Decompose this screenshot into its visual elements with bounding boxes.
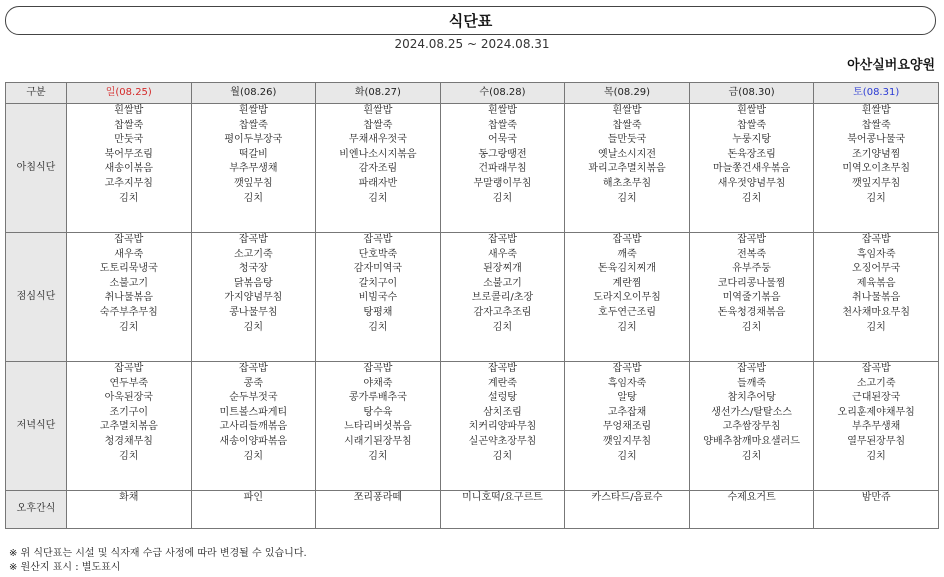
menu-item: 찹쌀죽 xyxy=(363,119,393,131)
menu-item: 조기양념찜 xyxy=(852,148,901,160)
menu-item: 잡곡밥 xyxy=(612,363,642,374)
menu-item: 찹쌀죽 xyxy=(487,119,517,131)
menu-item: 찹쌀죽 xyxy=(612,119,642,131)
menu-item: 흑임자죽 xyxy=(607,377,647,389)
menu-item: 도라지오이무침 xyxy=(593,292,661,304)
menu-item: 가지양념무침 xyxy=(224,292,283,304)
menu-cell-lunch-sun xyxy=(67,233,192,362)
menu-item: 유부주둥 xyxy=(732,263,771,275)
menu-item: 김치 xyxy=(243,450,263,462)
snack-cell-tue: 쪼리퐁라떼 xyxy=(316,491,441,529)
menu-item: 김치 xyxy=(119,321,139,333)
menu-item: 김치 xyxy=(492,321,513,333)
menu-item: 야채죽 xyxy=(363,377,393,389)
menu-item: 조기구이 xyxy=(109,406,149,418)
menu-item: 김치 xyxy=(741,450,762,462)
menu-item: 닭볶음탕 xyxy=(234,277,273,289)
menu-item: 소고기죽 xyxy=(856,377,896,389)
menu-period: 2024.08.25 ~ 2024.08.31 xyxy=(394,37,550,51)
menu-item: 미역오이초무침 xyxy=(842,163,910,175)
menu-item: 잡곡밥 xyxy=(487,234,517,245)
menu-item: 김치 xyxy=(866,450,886,462)
snack-cell-wed: 미니호떡/요구르트 xyxy=(440,491,565,529)
menu-item: 찹쌀죽 xyxy=(737,119,767,131)
meal-row-dinner xyxy=(6,362,939,491)
menu-item: 김치 xyxy=(617,321,637,333)
menu-cell-breakfast-wed xyxy=(440,104,565,233)
menu-item: 삼치조림 xyxy=(483,406,522,418)
menu-item: 생선가스/탈탈소스 xyxy=(711,406,792,418)
menu-item: 흰쌀밥 xyxy=(363,105,393,116)
menu-item: 북어무조림 xyxy=(104,148,153,160)
menu-item: 해초초무침 xyxy=(602,177,652,189)
meal-label-lunch: 점심식단 xyxy=(6,233,67,362)
menu-item: 청국장 xyxy=(238,263,268,275)
menu-item: 새우젓양념무침 xyxy=(717,177,786,189)
menu-item: 동그랑땡전 xyxy=(478,148,527,160)
menu-item: 코다리콩나물찜 xyxy=(717,277,786,289)
menu-item: 깻잎지무침 xyxy=(852,177,901,189)
menu-item: 마늘쫑건새우볶음 xyxy=(712,163,791,175)
menu-item: 콩나물무침 xyxy=(229,306,278,318)
note-change-notice: ※ 위 식단표는 시설 및 식자재 수급 사정에 따라 변경될 수 있습니다. xyxy=(9,548,307,559)
menu-cell-dinner-thu xyxy=(565,362,690,491)
menu-cell-dinner-sun xyxy=(67,362,192,491)
menu-cell-lunch-tue xyxy=(316,233,441,362)
facility-name: 아산실버요양원 xyxy=(847,58,935,73)
menu-item: 근대된장국 xyxy=(852,392,901,404)
menu-item: 제육볶음 xyxy=(856,277,896,289)
menu-item: 잡곡밥 xyxy=(612,234,642,245)
menu-item: 깨죽 xyxy=(617,248,637,260)
menu-title-box xyxy=(5,6,936,35)
menu-cell-breakfast-sun xyxy=(67,104,192,233)
menu-item: 순두부젓국 xyxy=(229,392,278,404)
menu-item: 흰쌀밥 xyxy=(612,105,642,116)
menu-item: 돈육김치찌개 xyxy=(598,263,657,275)
menu-item: 찹쌀죽 xyxy=(238,119,268,131)
menu-cell-breakfast-thu xyxy=(565,104,690,233)
menu-item: 잡곡밥 xyxy=(238,363,268,374)
menu-item: 소고기죽 xyxy=(234,248,273,260)
menu-item: 누룽지탕 xyxy=(732,134,771,146)
menu-item: 천사채마요무침 xyxy=(842,306,910,318)
menu-item: 전복죽 xyxy=(737,248,767,260)
menu-item: 오징어무국 xyxy=(852,263,901,275)
menu-item: 들깨죽 xyxy=(737,377,767,389)
menu-item: 부추무생채 xyxy=(852,421,901,433)
menu-item: 취나물볶음 xyxy=(852,292,901,304)
menu-item: 잡곡밥 xyxy=(363,234,393,245)
menu-item: 호두연근조림 xyxy=(598,306,657,318)
menu-item: 잡곡밥 xyxy=(737,234,767,245)
menu-item: 콩가루배추국 xyxy=(348,392,407,404)
menu-item: 무엉채조림 xyxy=(602,421,652,433)
menu-item: 흰쌀밥 xyxy=(238,105,268,116)
menu-item: 알탕 xyxy=(617,392,637,404)
menu-item: 김치 xyxy=(617,450,637,462)
menu-item: 계란죽 xyxy=(487,377,517,389)
menu-item: 떡갈비 xyxy=(238,148,268,160)
menu-item: 느타리버섯볶음 xyxy=(344,421,412,433)
weekly-menu-table xyxy=(5,82,939,529)
menu-item: 김치 xyxy=(119,192,139,204)
menu-cell-lunch-thu xyxy=(565,233,690,362)
menu-item: 미트볼스파게티 xyxy=(219,406,288,418)
menu-item: 고추쌈장무침 xyxy=(722,421,781,433)
menu-cell-dinner-fri xyxy=(689,362,814,491)
day-header-thu: 목(08.29) xyxy=(565,83,690,104)
menu-item: 오리훈제야채무침 xyxy=(837,406,915,418)
menu-item: 김치 xyxy=(492,192,513,204)
menu-item: 김치 xyxy=(866,192,886,204)
menu-item: 북어콩나물국 xyxy=(847,134,906,146)
menu-item: 만둣국 xyxy=(114,134,144,146)
menu-item: 청경채무침 xyxy=(104,435,153,447)
menu-item: 감자고추조림 xyxy=(473,306,532,318)
menu-item: 새송이볶음 xyxy=(104,163,153,175)
menu-item: 돈육청경채볶음 xyxy=(717,306,786,318)
menu-cell-breakfast-sat xyxy=(814,104,939,233)
menu-item: 실곤약초장무침 xyxy=(468,435,537,447)
menu-item: 연두부죽 xyxy=(109,377,149,389)
menu-cell-dinner-wed xyxy=(440,362,565,491)
menu-cell-breakfast-tue xyxy=(316,104,441,233)
menu-item: 고추잡채 xyxy=(607,406,647,418)
menu-item: 김치 xyxy=(492,450,513,462)
menu-item: 무채새우젓국 xyxy=(348,134,407,146)
snack-cell-thu: 카스타드/음료수 xyxy=(565,491,690,529)
menu-item: 탕수육 xyxy=(363,406,393,418)
menu-item: 고추멸치볶음 xyxy=(99,421,158,433)
menu-item: 김치 xyxy=(119,450,139,462)
menu-item: 흰쌀밥 xyxy=(487,105,517,116)
menu-item: 김치 xyxy=(741,321,762,333)
menu-item: 새우죽 xyxy=(114,248,144,260)
menu-item: 김치 xyxy=(617,192,637,204)
menu-item: 열무된장무침 xyxy=(847,435,906,447)
menu-item: 들만둣국 xyxy=(607,134,647,146)
menu-item: 잡곡밥 xyxy=(114,363,144,374)
meal-label-breakfast: 아침식단 xyxy=(6,104,67,233)
menu-item: 파래자반 xyxy=(358,177,398,189)
menu-item: 고추지무침 xyxy=(104,177,153,189)
menu-item: 잡곡밥 xyxy=(861,234,891,245)
menu-item: 김치 xyxy=(741,192,762,204)
menu-item: 꽈리고추멸치볶음 xyxy=(588,163,666,175)
menu-cell-lunch-mon xyxy=(191,233,316,362)
menu-item: 고사리들깨볶음 xyxy=(219,421,288,433)
header-row xyxy=(6,83,939,104)
snack-row xyxy=(6,491,939,529)
menu-item: 김치 xyxy=(866,321,886,333)
menu-item: 새우죽 xyxy=(487,248,517,260)
menu-item: 건파래무침 xyxy=(478,163,527,175)
menu-item: 감자조림 xyxy=(358,163,398,175)
menu-item: 잡곡밥 xyxy=(114,234,144,245)
menu-item: 비엔나소시지볶음 xyxy=(339,148,417,160)
meal-row-lunch xyxy=(6,233,939,362)
menu-item: 어묵국 xyxy=(487,134,517,146)
note-origin-notice: ※ 원산지 표시 : 별도표시 xyxy=(9,561,121,573)
menu-item: 치커리양파무침 xyxy=(468,421,537,433)
menu-item: 아욱된장국 xyxy=(104,392,153,404)
menu-item: 김치 xyxy=(368,192,388,204)
menu-item: 단호박죽 xyxy=(358,248,398,260)
menu-item: 새송이양파볶음 xyxy=(219,435,288,447)
menu-item: 된장찌개 xyxy=(483,263,522,275)
day-header-tue: 화(08.27) xyxy=(316,83,441,104)
menu-item: 소불고기 xyxy=(483,277,522,289)
menu-item: 미역줄기볶음 xyxy=(722,292,781,304)
menu-notes xyxy=(9,547,307,574)
menu-item: 잡곡밥 xyxy=(861,363,891,374)
menu-item: 탕평채 xyxy=(363,306,393,318)
menu-cell-lunch-sat xyxy=(814,233,939,362)
meal-label-dinner: 저녁식단 xyxy=(6,362,67,491)
meal-row-breakfast xyxy=(6,104,939,233)
menu-item: 잡곡밥 xyxy=(487,363,517,374)
snack-cell-fri: 수제요거트 xyxy=(689,491,814,529)
menu-item: 흰쌀밥 xyxy=(861,105,891,116)
menu-item: 무말랭이무침 xyxy=(473,177,532,189)
day-header-sat: 토(08.31) xyxy=(814,83,939,104)
menu-item: 취나물볶음 xyxy=(104,292,153,304)
menu-cell-breakfast-fri xyxy=(689,104,814,233)
menu-cell-dinner-mon xyxy=(191,362,316,491)
menu-item: 양배추참깨마요샐러드 xyxy=(703,435,800,447)
snack-label: 오후간식 xyxy=(6,491,67,529)
menu-item: 김치 xyxy=(243,192,263,204)
menu-item: 흰쌀밥 xyxy=(114,105,144,116)
page-title: 식단표 xyxy=(448,12,493,30)
menu-item: 흰쌀밥 xyxy=(737,105,767,116)
menu-item: 찹쌀죽 xyxy=(861,119,891,131)
menu-item: 브로콜리/초장 xyxy=(471,292,534,304)
menu-item: 설렁탕 xyxy=(487,392,517,404)
menu-item: 돈육장조림 xyxy=(727,148,776,160)
menu-item: 잡곡밥 xyxy=(737,363,767,374)
menu-item: 김치 xyxy=(368,450,388,462)
category-header: 구분 xyxy=(6,83,67,104)
menu-item: 갈치구이 xyxy=(358,277,398,289)
menu-item: 숙주부추무침 xyxy=(99,306,158,318)
menu-item: 잡곡밥 xyxy=(238,234,268,245)
day-header-fri: 금(08.30) xyxy=(689,83,814,104)
menu-item: 깻잎무침 xyxy=(234,177,273,189)
menu-item: 계란찜 xyxy=(612,277,642,289)
menu-item: 잡곡밥 xyxy=(363,363,393,374)
menu-item: 참치추어탕 xyxy=(727,392,776,404)
menu-item: 콩죽 xyxy=(243,377,263,389)
menu-item: 부추무생채 xyxy=(229,163,278,175)
snack-cell-sat: 밤만쥬 xyxy=(814,491,939,529)
menu-item: 감자미역국 xyxy=(353,263,403,275)
menu-cell-breakfast-mon xyxy=(191,104,316,233)
menu-item: 깻잎지무침 xyxy=(602,435,652,447)
menu-item: 도토리묵냉국 xyxy=(99,263,158,275)
menu-item: 소불고기 xyxy=(109,277,149,289)
menu-item: 김치 xyxy=(243,321,263,333)
day-header-sun: 일(08.25) xyxy=(67,83,192,104)
menu-item: 평이두부장국 xyxy=(224,134,283,146)
menu-item: 김치 xyxy=(368,321,388,333)
menu-item: 흑임자죽 xyxy=(856,248,896,260)
menu-item: 비빔국수 xyxy=(358,292,398,304)
menu-cell-lunch-wed xyxy=(440,233,565,362)
menu-item: 옛날소시지전 xyxy=(598,148,657,160)
menu-cell-dinner-sat xyxy=(814,362,939,491)
snack-cell-sun: 화채 xyxy=(67,491,192,529)
day-header-wed: 수(08.28) xyxy=(440,83,565,104)
menu-cell-dinner-tue xyxy=(316,362,441,491)
snack-cell-mon: 파인 xyxy=(191,491,316,529)
menu-cell-lunch-fri xyxy=(689,233,814,362)
menu-item: 찹쌀죽 xyxy=(114,119,144,131)
menu-item: 시래기된장무침 xyxy=(344,435,412,447)
day-header-mon: 월(08.26) xyxy=(191,83,316,104)
